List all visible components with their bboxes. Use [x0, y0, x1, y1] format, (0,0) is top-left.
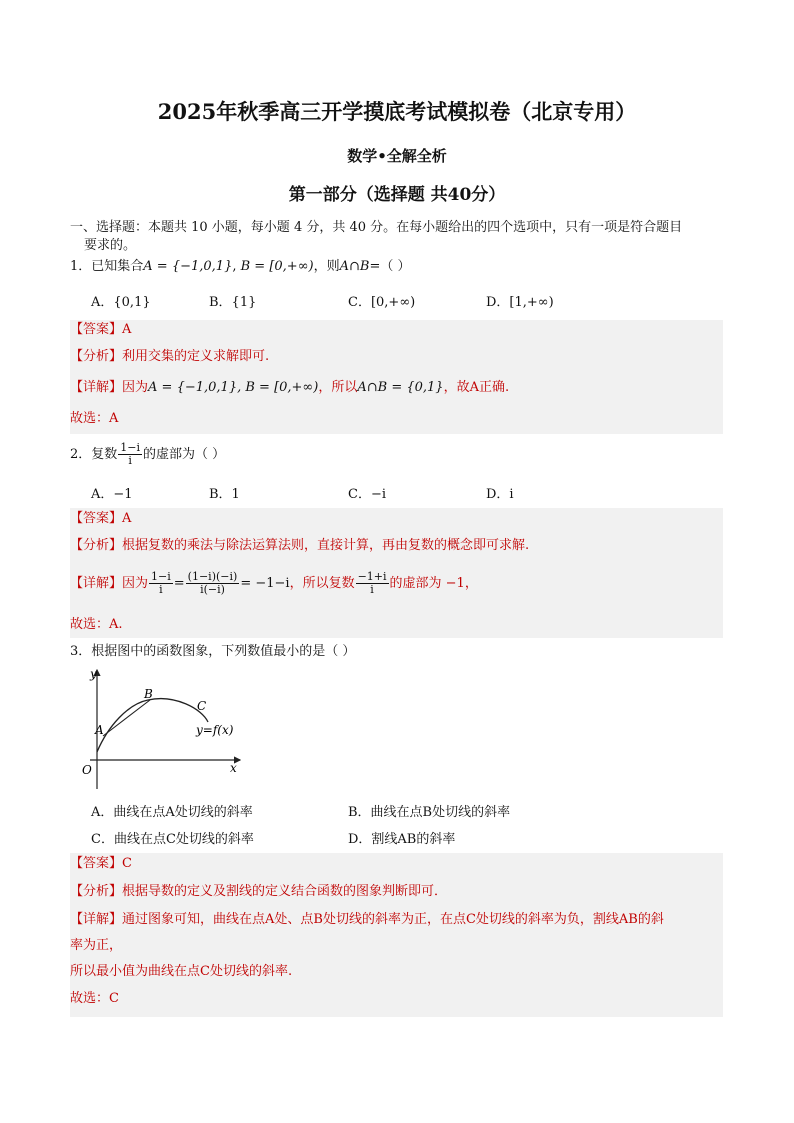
q1-analysis-text: 利用交集的定义求解即可. — [122, 349, 270, 364]
q2-option-b: B．1 — [209, 487, 240, 502]
q3-detail: 【详解】通过图象可知，曲线在点A处、点B处切线的斜率为正，在点C处切线的斜率为负，割线AB的斜 — [70, 912, 664, 927]
point-a-label: A — [95, 723, 104, 737]
q3-analysis: 【分析】根据导数的定义及割线的定义结合函数的图象判断即可． — [70, 884, 448, 899]
q3-stem: 3．根据图中的函数图象，下列数值最小的是（ ） — [70, 644, 356, 659]
q1-option-b: B．{1} — [209, 295, 257, 310]
q1-stem-post: =（ ） — [369, 259, 411, 274]
q3-option-b: B．曲线在点B处切线的斜率 — [348, 805, 511, 820]
y-axis-label: y — [90, 667, 97, 681]
q3-function-graph — [70, 664, 250, 792]
q1-set-a: A = {−1,0,1} — [143, 259, 233, 274]
q1-choice: 故选：A — [70, 411, 119, 426]
q2-stem: 2．复数 $\frac{1-i}{i}$ 的虚部为（ ） — [70, 441, 226, 467]
q2-detail: 【详解】因为 $\frac{1-i}{i}$ = $\frac{(1-i)(-i)}{i(-i)}$ = −1−i，所以复数 $\frac{-1+i}{i}$ 的虚部为 −1， — [70, 570, 478, 596]
q2-choice: 故选：A. — [70, 617, 123, 632]
curve-f — [97, 699, 208, 752]
q1-option-d: D．[1,+∞) — [486, 295, 554, 310]
q3-solution-panel — [70, 853, 723, 1017]
q1-option-a: A．{0,1} — [91, 295, 151, 310]
origin-label: O — [82, 763, 92, 777]
q1-set-b: B = [0,+∞) — [240, 259, 314, 274]
q3-choice: 故选：C — [70, 991, 119, 1006]
q1-answer: 【答案】A — [70, 322, 132, 337]
q1-analysis: 【分析】利用交集的定义求解即可. — [70, 349, 270, 364]
q3-option-d: D．割线AB的斜率 — [348, 832, 456, 847]
q2-option-c: C．−i — [348, 487, 386, 502]
q3-option-c: C．曲线在点C处切线的斜率 — [91, 832, 254, 847]
q2-option-a: A．−1 — [91, 487, 133, 502]
page-subtitle: 数学•全解全析 — [347, 147, 447, 165]
q2-answer: 【答案】A — [70, 511, 132, 526]
page-title: 2025年秋季高三开学摸底考试模拟卷（北京专用） — [157, 99, 637, 124]
q1-expr: A∩B — [339, 259, 370, 274]
q3-option-a: A．曲线在点A处切线的斜率 — [91, 805, 253, 820]
q2-option-d: D．i — [486, 487, 514, 502]
q2-analysis: 【分析】根据复数的乘法与除法运算法则，直接计算，再由复数的概念即可求解. — [70, 538, 530, 553]
x-axis-label: x — [230, 761, 237, 775]
q3-detail-line-3: 所以最小值为曲线在点C处切线的斜率. — [70, 964, 293, 979]
q1-stem-mid: ，则 — [313, 259, 340, 274]
q1-answer-value: A — [122, 322, 132, 337]
section-heading: 第一部分（选择题 共40分） — [288, 185, 506, 205]
q2-fraction: $\frac{1-i}{i}$ — [120, 441, 141, 467]
q3-detail-line-2: 率为正， — [70, 938, 123, 953]
q1-stem: 1．已知集合A = {−1,0,1}, B = [0,+∞)，则A∩B=（ ） — [70, 259, 411, 274]
q1-solution-panel — [70, 320, 723, 434]
instructions-line-1: 一、选择题：本题共 10 小题，每小题 4 分，共 40 分。在每小题给出的四个选项中，只有一项是符合题目 — [70, 220, 683, 235]
q1-option-c: C．[0,+∞) — [348, 295, 416, 310]
function-label: y=f(x) — [196, 723, 234, 737]
q1-stem-pre: 1．已知集合 — [70, 259, 144, 274]
q1-detail: 【详解】因为A = {−1,0,1}, B = [0,+∞)，所以A∩B = {0,1}，故A正确. — [70, 380, 510, 395]
point-b-label: B — [144, 687, 153, 701]
secant-ab — [103, 700, 150, 736]
point-c-label: C — [197, 699, 207, 713]
instructions-line-2: 要求的。 — [84, 238, 137, 253]
q3-answer: 【答案】C — [70, 856, 132, 871]
